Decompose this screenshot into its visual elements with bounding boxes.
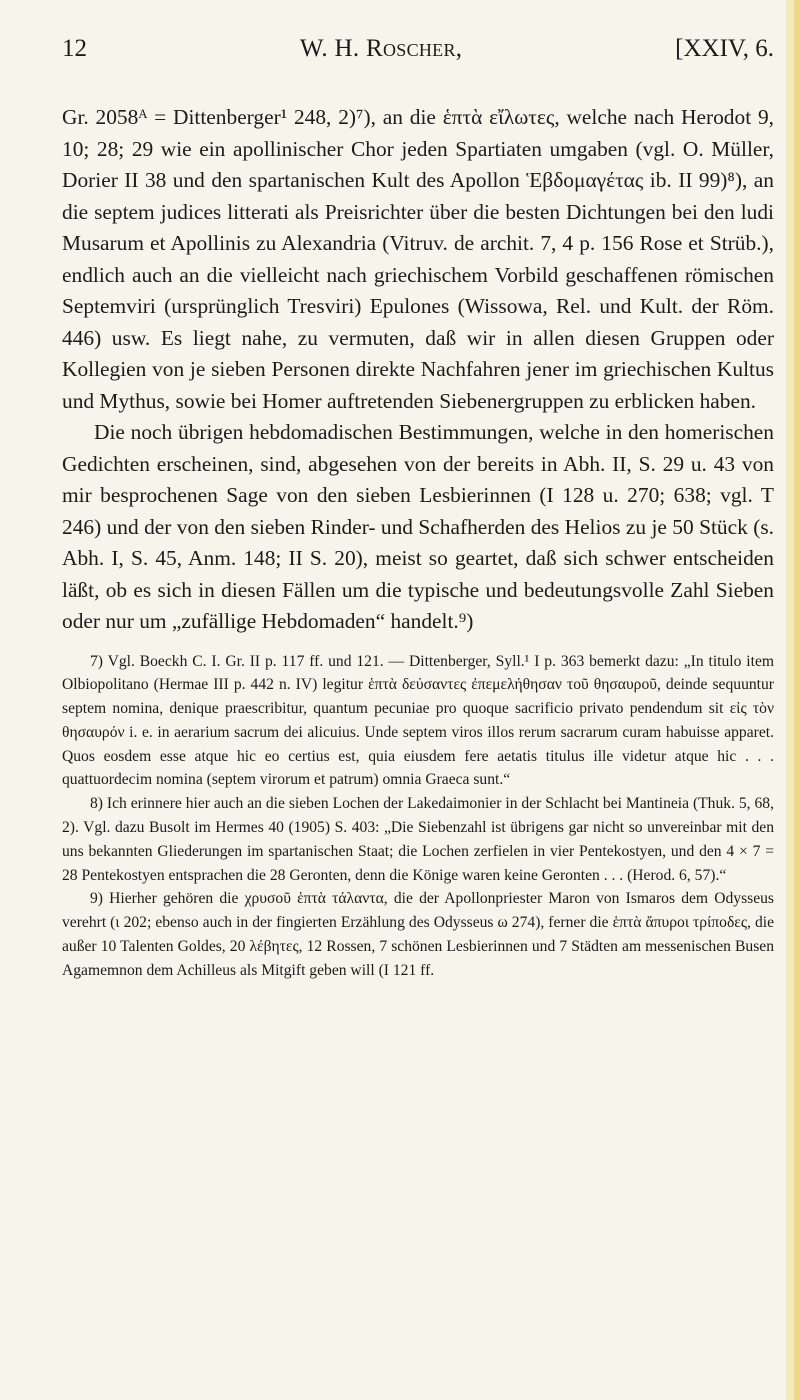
book-page <box>62 34 774 1384</box>
footnote-8: 8) Ich erinnere hier auch an die sieben Lochen der Lakedaimonier in der Schlacht bei Mantineia (Thuk. 5, 68, 2). Vgl. dazu Busolt im Hermes 40 (1905) S. 403: „Die Siebenzahl ist übrigens gar nicht so unvereinbar mit den uns bekannten Gliederungen im spartanischen Staat; die Lochen zerfielen in vier Pentekostyen, und den 4 × 7 = 28 Pentekostyen entsprachen die 28 Geronten, denn die Könige waren keine Geronten . . . (Herod. 6, 57).“ <box>62 795 774 884</box>
paragraph-2: Die noch übrigen hebdomadischen Bestimmungen, welche in den homerischen Gedichten erscheinen, sind, abgesehen von der bereits in Abh. II, S. 29 u. 43 von mir besprochenen Sage von den sieben Lesbierinnen (I 128 u. 270; 638; vgl. T 246) und der von den sieben Rinder- und Schafherden des Helios zu je 50 Stück (s. Abh. I, S. 45, Anm. 148; II S. 20), meist so geartet, daß sich schwer entscheiden läßt, ob es sich in diesen Fällen um die typische und bedeutungsvolle Zahl Sieben oder nur um „zufällige Hebdomaden“ handelt.⁹) <box>62 420 774 633</box>
footnote-7: 7) Vgl. Boeckh C. I. Gr. II p. 117 ff. und 121. — Dittenberger, Syll.¹ I p. 363 bemerkt dazu: „In titulo item Olbiopolitano (Hermae III p. 442 n. IV) legitur ἑπτὰ δεύσαντες ἐπεμελήθησαν τοῦ θησαυροῦ, deinde sequuntur septem nomina, denique praescribitur, quantum pecuniae pro quoque sacrificio privato pendendum sit εἰς τὸν θησαυρόν i. e. in aerarium sacrum dei alicuius. Unde septem viros illos rerum sacrarum curam habuisse apparet. Quos eosdem esse atque hic eo certius est, quia eiusdem fere aetatis titulus ille videtur atque hic . . . quattuordecim nomina (septem virorum et patrum) omnia Graeca sunt.“ <box>62 652 774 789</box>
main-text <box>62 102 774 638</box>
footnote-9: 9) Hierher gehören die χρυσοῦ ἑπτὰ τάλαντα, die der Apollonpriester Maron von Ismaros dem Odysseus verehrt (ι 202; ebenso auch in der fingierten Erzählung des Odysseus ω 274), ferner die ἑπτὰ ἄπυροι τρίποδες, die außer 10 Talenten Goldes, 20 λέβητες, 12 Rossen, 7 schönen Lesbierinnen und 7 Städten am messenischen Busen Agamemnon dem Achilleus als Mitgift geben will (I 121 ff. <box>62 890 774 979</box>
running-header <box>62 34 774 64</box>
running-head-author: W. H. Roscher, <box>299 35 463 62</box>
running-head-section: [XXIV, 6. <box>675 35 774 62</box>
page-number: 12 <box>62 35 87 62</box>
footnotes <box>62 650 774 983</box>
page-edge-decoration <box>782 0 800 1400</box>
paragraph-1: Gr. 2058ᴬ = Dittenberger¹ 248, 2)⁷), an die ἑπτὰ εἴλωτες, welche nach Herodot 9, 10; 28; 29 wie ein apollinischer Chor jeden Spartiaten umgaben (vgl. O. Müller, Dorier II 38 und den spartanischen Kult des Apollon Ἑβδομαγέτας ib. II 99)⁸), an die septem judices litterati als Preisrichter über die besten Dichtungen bei den ludi Musarum et Apollinis zu Alexandria (Vitruv. de archit. 7, 4 p. 156 Rose et Strüb.), endlich auch an die vielleicht nach griechischem Vorbild geschaffenen römischen Septemviri (ursprünglich Tresviri) Epulones (Wissowa, Rel. und Kult. der Röm. 446) usw. Es liegt nahe, zu vermuten, daß wir in allen diesen Gruppen oder Kollegien von je sieben Personen direkte Nachfahren jener im griechischen Kultus und Mythus, sowie bei Homer auftretenden Siebenergruppen zu erblicken haben. <box>62 105 774 413</box>
